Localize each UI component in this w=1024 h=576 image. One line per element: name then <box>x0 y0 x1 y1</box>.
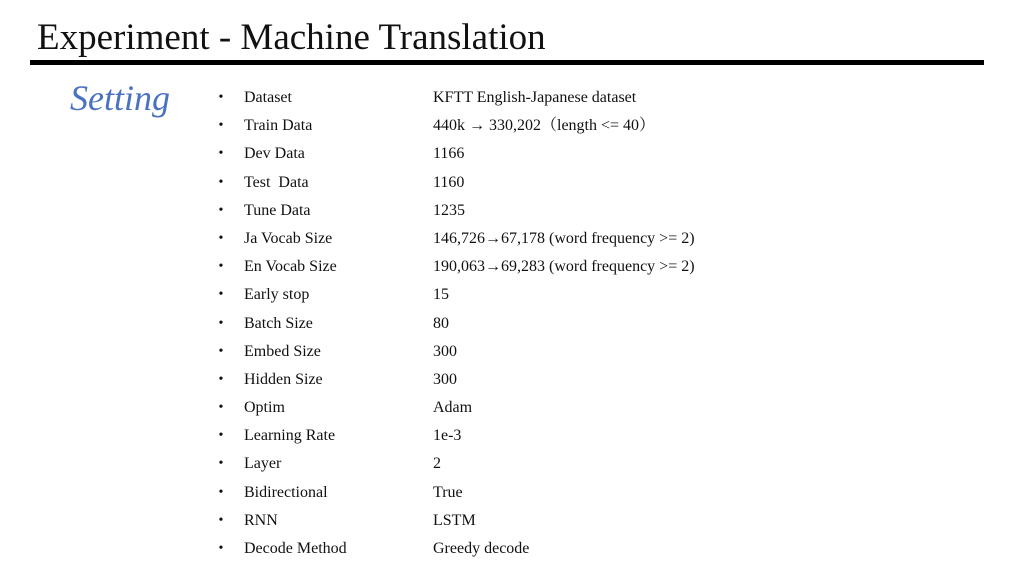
settings-row <box>214 507 974 535</box>
settings-row <box>214 338 974 366</box>
settings-row <box>214 140 974 168</box>
bullet-icon: • <box>218 202 224 218</box>
setting-label: Dataset <box>244 89 292 106</box>
bullet-icon: • <box>218 512 224 528</box>
setting-label: RNN <box>244 511 278 529</box>
setting-label: Batch Size <box>244 314 313 332</box>
setting-label: En Vocab Size <box>244 258 337 276</box>
settings-row <box>214 169 974 197</box>
setting-label: Early stop <box>244 286 310 304</box>
settings-row <box>214 310 974 338</box>
settings-row <box>214 84 974 112</box>
setting-value: True <box>433 483 463 501</box>
bullet-icon: • <box>218 259 224 275</box>
settings-row <box>214 479 974 507</box>
bullet-icon: • <box>218 90 224 105</box>
settings-row <box>214 253 974 281</box>
setting-label: Ja Vocab Size <box>244 229 333 247</box>
setting-label: Embed Size <box>244 342 321 360</box>
setting-value: 300 <box>433 342 457 360</box>
setting-label: Bidirectional <box>244 483 328 501</box>
setting-value: 190,063→69,283 (word frequency >= 2) <box>433 258 695 276</box>
bullet-icon: • <box>218 174 224 190</box>
setting-value: 1166 <box>433 145 465 163</box>
setting-value: 440k → 330,202（length <= 40） <box>433 117 656 135</box>
setting-value: 2 <box>433 455 441 473</box>
settings-row <box>214 450 974 478</box>
setting-label: Hidden Size <box>244 370 323 388</box>
setting-label: Layer <box>244 455 282 473</box>
bullet-icon: • <box>218 456 224 472</box>
bullet-icon: • <box>218 541 224 556</box>
setting-value: 80 <box>433 314 449 332</box>
setting-label: Dev Data <box>244 145 305 163</box>
setting-label: Learning Rate <box>244 427 336 445</box>
slide-title: Experiment - Machine Translation <box>37 17 546 58</box>
settings-row <box>214 394 974 422</box>
bullet-icon: • <box>218 146 224 162</box>
bullet-icon: • <box>218 315 224 331</box>
setting-value: 1e-3 <box>433 427 462 445</box>
setting-label: Train Data <box>244 117 313 135</box>
bullet-icon: • <box>218 287 224 303</box>
setting-value: 1160 <box>433 173 465 191</box>
settings-row <box>214 112 974 140</box>
settings-row <box>214 535 974 563</box>
setting-label: Test Data <box>244 173 309 191</box>
bullet-icon: • <box>218 343 224 359</box>
setting-value: 146,726→67,178 (word frequency >= 2) <box>433 229 695 247</box>
setting-label: Optim <box>244 399 285 417</box>
settings-list <box>214 84 974 563</box>
setting-value: Adam <box>433 399 473 417</box>
bullet-icon: • <box>218 371 224 387</box>
title-divider <box>30 60 984 65</box>
setting-value: KFTT English-Japanese dataset <box>433 89 637 106</box>
bullet-icon: • <box>218 428 224 444</box>
setting-label: Tune Data <box>244 201 311 219</box>
setting-value: Greedy decode <box>433 540 530 557</box>
setting-value: 1235 <box>433 201 465 219</box>
bullet-icon: • <box>218 118 224 134</box>
bullet-icon: • <box>218 400 224 416</box>
setting-label: Decode Method <box>244 540 347 557</box>
bullet-icon: • <box>218 484 224 500</box>
settings-row <box>214 197 974 225</box>
setting-value: 15 <box>433 286 449 304</box>
section-heading: Setting <box>70 78 170 118</box>
bullet-icon: • <box>218 230 224 246</box>
settings-row <box>214 281 974 309</box>
settings-row <box>214 366 974 394</box>
setting-value: 300 <box>433 370 457 388</box>
settings-row <box>214 422 974 450</box>
setting-value: LSTM <box>433 511 476 529</box>
settings-row <box>214 225 974 253</box>
